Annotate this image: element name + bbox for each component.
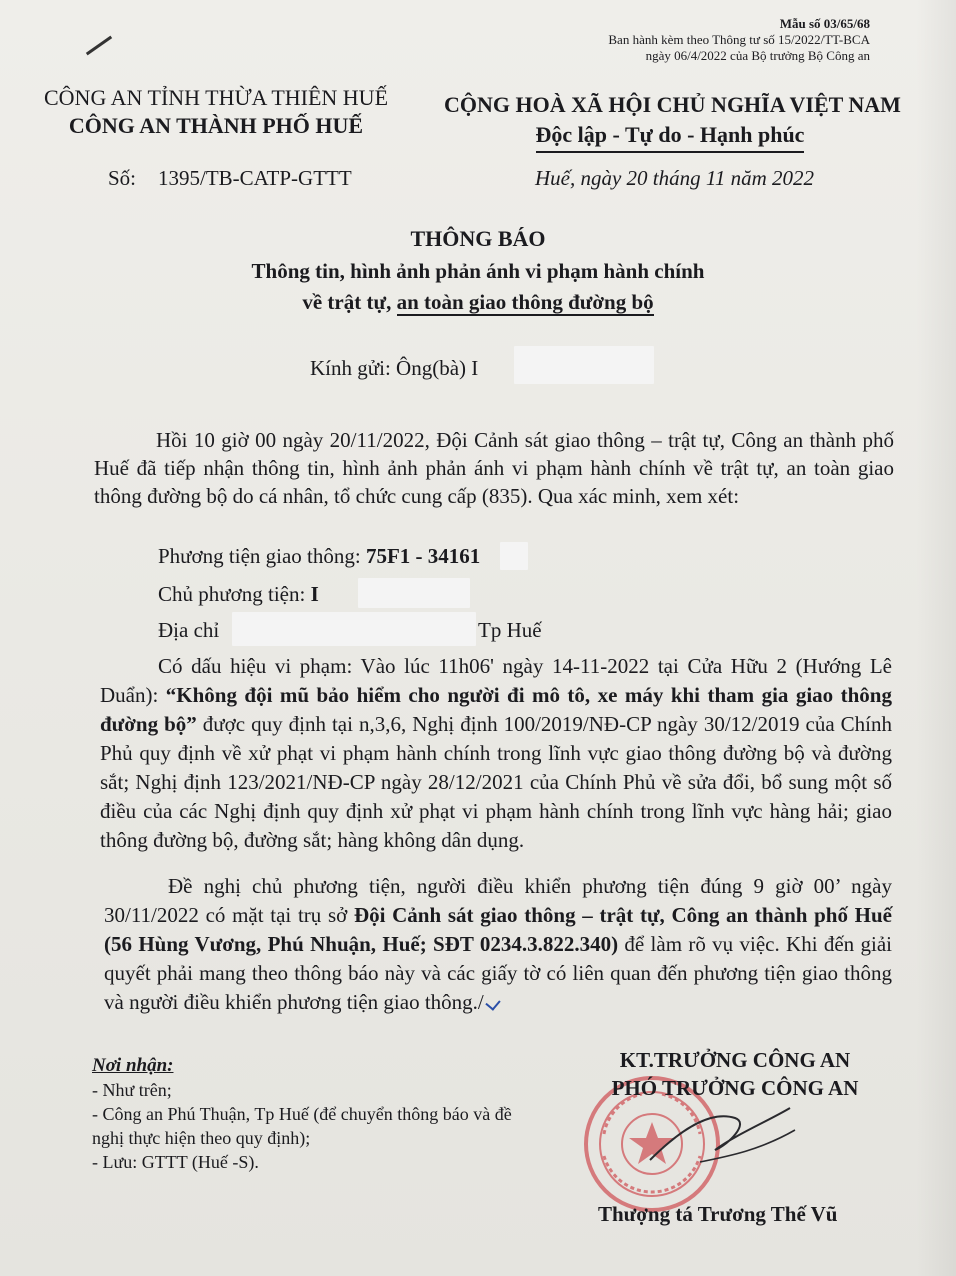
org-line2: CÔNG AN THÀNH PHỐ HUẾ xyxy=(68,113,364,138)
recipients-block xyxy=(92,1054,522,1174)
violation-description: “Không đội mũ bảo hiểm cho người đi mô tô, xe máy khi tham gia giao thông đường bộ” xyxy=(100,683,892,736)
request-rest: để làm rõ vụ việc. Khi đến giải quyết phải mang theo thông báo này và các giấy tờ có liên quan đến phương tiện giao thông và người điều khiển phương tiện giao thông./ xyxy=(104,932,892,1014)
owner-label: Chủ phương tiện: xyxy=(158,582,311,606)
paragraph-request xyxy=(104,872,892,1017)
greeting: Kính gửi: Ông(bà) I xyxy=(310,356,479,380)
address-tail: Tp Huế xyxy=(478,618,542,642)
document-title: THÔNG BÁO xyxy=(410,226,546,251)
subtitle-line1: Thông tin, hình ảnh phản ánh vi phạm hành chính xyxy=(251,259,705,283)
subtitle-line2 xyxy=(0,287,956,318)
form-issued-line2: ngày 06/4/2022 của Bộ trưởng Bộ Công an xyxy=(645,48,870,63)
recipient-item: - Như trên; xyxy=(92,1080,172,1100)
subtitle-line2-b: an toàn giao thông đường bộ xyxy=(396,290,654,314)
nation-line2: Độc lập - Tự do - Hạnh phúc xyxy=(536,120,805,153)
owner-field xyxy=(158,582,319,607)
doc-number-value: 1395/TB-CATP-GTTT xyxy=(158,166,352,190)
paragraph-violation xyxy=(100,652,892,855)
recipients-heading: Nơi nhận: xyxy=(92,1055,174,1076)
redaction-box xyxy=(232,612,476,646)
issuing-organization xyxy=(44,84,388,140)
request-place: Đội Cảnh sát giao thông – trật tự, Công an thành phố Huế (56 Hùng Vương, Phú Nhuận, Huế; SĐT 0234.3.822.340) xyxy=(104,903,892,956)
form-number: Mẫu số 03/65/68 xyxy=(779,16,870,31)
address-field xyxy=(158,618,542,643)
violation-intro: Có dấu hiệu vi phạm: Vào lúc 11h06' ngày 14-11-2022 tại Cửa Hữu 2 (Hướng Lê Duẩn): xyxy=(100,654,892,707)
signer-name: Thượng tá Trương Thế Vũ xyxy=(598,1202,838,1226)
redaction-box xyxy=(358,578,470,608)
vehicle-field xyxy=(158,544,480,569)
redaction-box xyxy=(514,346,654,384)
request-intro: Đề nghị chủ phương tiện, người điều khiển phương tiện đúng 9 giờ 00’ ngày 30/11/2022 có mặt tại trụ sở xyxy=(104,874,892,927)
address-label: Địa chỉ xyxy=(158,618,220,642)
form-meta xyxy=(608,16,870,64)
place-date: Huế, ngày 20 tháng 11 năm 2022 xyxy=(535,166,814,190)
signature-line2: PHÓ TRƯỞNG CÔNG AN xyxy=(611,1076,859,1100)
handwritten-signature-icon xyxy=(640,1090,800,1180)
document-subtitle xyxy=(0,256,956,318)
recipient-item: - Công an Phú Thuận, Tp Huế (để chuyển thông báo và đề nghị thực hiện theo quy định); xyxy=(92,1104,512,1148)
subtitle-line2-a: về trật tự, xyxy=(302,290,397,314)
paragraph-received-info: Hồi 10 giờ 00 ngày 20/11/2022, Đội Cảnh sát giao thông – trật tự, Công an thành phố Huế đã tiếp nhận thông tin, hình ảnh phản ánh vi phạm hành chính về trật tự, an toàn giao thông đường bộ do cá nhân, tổ chức cung cấp (835). Qua xác minh, xem xét: xyxy=(94,428,894,508)
vehicle-label: Phương tiện giao thông: xyxy=(158,544,366,568)
page-shadow xyxy=(916,0,956,1276)
org-line1: CÔNG AN TỈNH THỪA THIÊN HUẾ xyxy=(44,85,389,110)
signature-line1: KT.TRƯỞNG CÔNG AN xyxy=(619,1048,851,1072)
pen-mark xyxy=(86,36,112,56)
document-number xyxy=(108,166,352,191)
owner-value: I xyxy=(310,582,319,606)
doc-number-label: Số: xyxy=(108,166,137,190)
form-issued-line1: Ban hành kèm theo Thông tư số 15/2022/TT-BCA xyxy=(608,32,870,47)
national-motto xyxy=(444,90,901,153)
recipient-item: - Lưu: GTTT (Huế -S). xyxy=(92,1152,259,1172)
violation-legal-basis: được quy định tại n,3,6, Nghị định 100/2019/NĐ-CP ngày 30/12/2019 của Chính Phủ quy định về xử phạt vi phạm hành chính trong lĩnh vực giao thông đường bộ và đường sắt; Nghị định 123/2021/NĐ-CP ngày 28/12/2021 của Chính Phủ về sửa đổi, bổ sung một số điều của các Nghị định quy định xử phạt vi phạm hành chính trong lĩnh vực hàng hải; giao thông đường bộ, đường sắt; hàng không dân dụng. xyxy=(100,712,892,852)
checkmark-icon xyxy=(484,993,508,1009)
redaction-box xyxy=(500,542,528,570)
nation-line1: CỘNG HOÀ XÃ HỘI CHỦ NGHĨA VIỆT NAM xyxy=(444,92,901,117)
vehicle-plate: 75F1 - 34161 xyxy=(365,544,481,568)
